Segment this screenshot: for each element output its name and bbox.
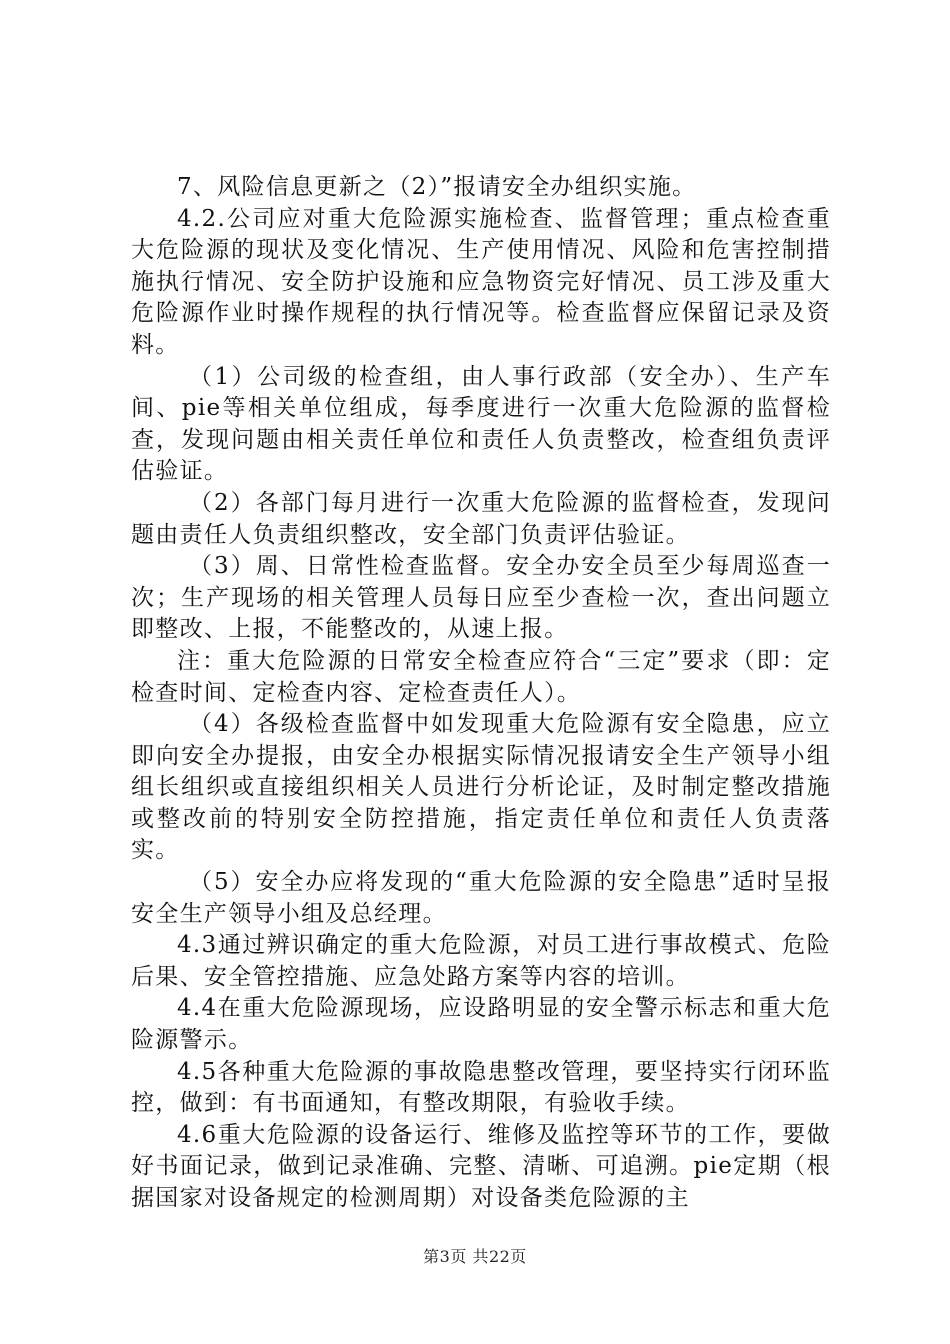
document-body xyxy=(131,172,831,1215)
paragraph-note: 注：重大危险源的日常安全检查应符合“三定”要求（即：定检查时间、定检查内容、定检查责任人）。 xyxy=(131,647,831,706)
paragraph-item-2: （2）各部门每月进行一次重大危险源的监督检查，发现问题由责任人负责组织整改，安全部门负责评估验证。 xyxy=(131,489,831,548)
page-footer: 第3页 共22页 xyxy=(423,1247,527,1266)
paragraph-risk-update: 7、风险信息更新之（2）”报请安全办组织实施。 xyxy=(177,174,697,200)
paragraph-4-5-closed-loop: 4.5各种重大危险源的事故隐患整改管理，要坚持实行闭环监控，做到：有书面通知，有整改期限，有验收手续。 xyxy=(131,1058,831,1117)
paragraph-item-3: （3）周、日常性检查监督。安全办安全员至少每周巡查一次；生产现场的相关管理人员每日应至少查检一次，查出问题立即整改、上报，不能整改的，从速上报。 xyxy=(131,553,831,643)
paragraph-4-3-training: 4.3通过辨识确定的重大危险源，对员工进行事故模式、危险后果、安全管控措施、应急处路方案等内容的培训。 xyxy=(131,932,831,990)
paragraph-4-6-records: 4.6重大危险源的设备运行、维修及监控等环节的工作，要做好书面记录，做到记录准确、完整、清晰、可追溯。pie定期（根据国家对设备规定的检测周期）对设备类危险源的主 xyxy=(131,1121,831,1211)
paragraph-4-2-inspection: 4.2.公司应对重大危险源实施检查、监督管理；重点检查重大危险源的现状及变化情况、生产使用情况、风险和危害控制措施执行情况、安全防护设施和应急物资完好情况、员工涉及重大危险源作业时操作规程的执行情况等。检查监督应保留记录及资料。 xyxy=(131,205,831,358)
paragraph-4-4-signs: 4.4在重大危险源现场，应设路明显的安全警示标志和重大危险源警示。 xyxy=(131,995,831,1054)
paragraph-item-5: （5）安全办应将发现的“重大危险源的安全隐患”适时呈报安全生产领导小组及总经理。 xyxy=(131,869,831,927)
paragraph-item-1: （1）公司级的检查组，由人事行政部（安全办）、生产车间、pie等相关单位组成，每季度进行一次重大危险源的监督检查，发现问题由相关责任单位和责任人负责整改，检查组负责评估验证。 xyxy=(131,363,831,485)
paragraph-item-4: （4）各级检查监督中如发现重大危险源有安全隐患，应立即向安全办提报，由安全办根据实际情况报请安全生产领导小组组长组织或直接组织相关人员进行分析论证，及时制定整改措施或整改前的特别安全防控措施，指定责任单位和责任人负责落实。 xyxy=(131,711,831,864)
